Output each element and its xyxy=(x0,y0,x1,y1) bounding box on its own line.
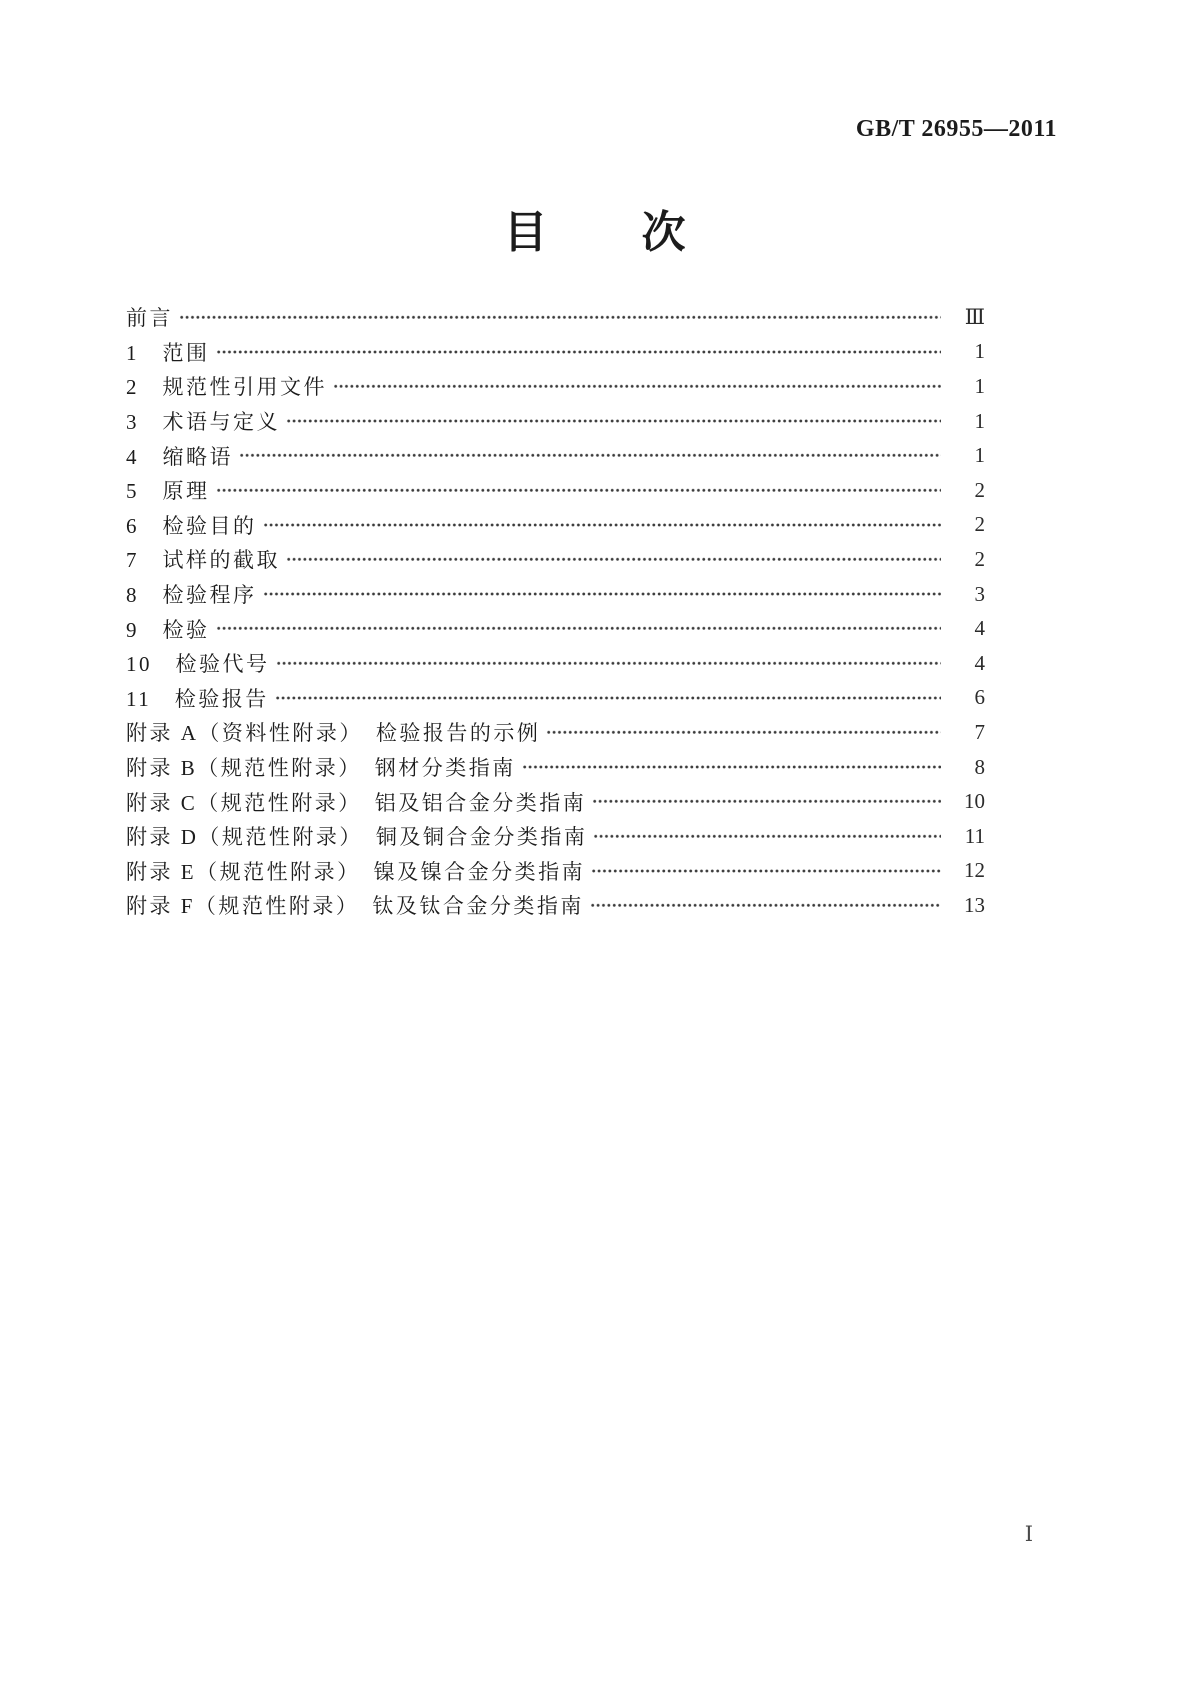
page-title: 目 次 xyxy=(503,208,688,257)
toc-entry-label: 4 缩略语 xyxy=(126,444,233,469)
toc-entry xyxy=(126,335,985,370)
toc-entry-label: 附录 E（规范性附录） 镍及镍合金分类指南 xyxy=(126,859,586,884)
standard-code: GB/T 26955—2011 xyxy=(855,116,1057,142)
dot-leader xyxy=(239,438,941,473)
dot-leader xyxy=(263,577,942,612)
toc-entry-page: 1 xyxy=(974,339,985,364)
toc-entry-label: 附录 C（规范性附录） 铝及铝合金分类指南 xyxy=(126,790,587,815)
dot-leader xyxy=(333,369,941,404)
page-number: Ⅰ xyxy=(1024,1522,1033,1546)
toc-entry-page: 8 xyxy=(974,754,985,779)
toc-entry xyxy=(126,404,985,439)
toc-entry-label: 7 试样的截取 xyxy=(126,548,280,573)
toc-entry xyxy=(126,473,985,508)
toc-entry xyxy=(126,508,985,543)
toc-entry-page: 3 xyxy=(974,581,985,606)
dot-leader xyxy=(276,646,942,681)
toc-entry xyxy=(126,681,985,716)
toc-entry-page: 13 xyxy=(964,892,985,917)
toc-entry xyxy=(126,715,985,750)
toc-entry-label: 2 规范性引用文件 xyxy=(126,375,327,400)
toc-entry-label: 6 检验目的 xyxy=(126,513,257,538)
toc-entry xyxy=(126,646,985,681)
toc-entry xyxy=(126,542,985,577)
toc-entry-label: 附录 B（规范性附录） 钢材分类指南 xyxy=(126,756,516,781)
toc-entry-page: 4 xyxy=(974,616,985,641)
dot-leader xyxy=(591,854,941,889)
toc-entry xyxy=(126,577,985,612)
toc-entry-page: 11 xyxy=(964,823,985,848)
dot-leader xyxy=(263,508,942,543)
toc-entry-label: 8 检验程序 xyxy=(126,583,257,608)
toc-entry-page: 4 xyxy=(974,650,985,675)
toc-entry-label: 10 检验代号 xyxy=(126,652,270,677)
dot-leader xyxy=(522,750,941,785)
toc-entry-page: 2 xyxy=(974,512,985,537)
toc-entry xyxy=(126,854,985,889)
dot-leader xyxy=(179,300,941,335)
toc-entry xyxy=(126,300,985,335)
toc-entry-label: 5 原理 xyxy=(126,479,210,504)
dot-leader xyxy=(546,715,941,750)
toc-entry-label: 1 范围 xyxy=(126,340,210,365)
dot-leader xyxy=(216,335,942,370)
toc-entry-page: 7 xyxy=(974,719,985,744)
toc-entry-page: 1 xyxy=(974,443,985,468)
toc-entry-page: 2 xyxy=(974,546,985,571)
dot-leader xyxy=(593,819,941,854)
toc-entry-label: 附录 F（规范性附录） 钛及钛合金分类指南 xyxy=(126,894,584,919)
dot-leader xyxy=(216,611,942,646)
toc-entry-page: 2 xyxy=(974,477,985,502)
toc-entry-label: 前言 xyxy=(126,306,173,331)
toc-entry-label: 3 术语与定义 xyxy=(126,410,280,435)
toc-entry-page: Ⅲ xyxy=(964,304,985,329)
dot-leader xyxy=(286,542,941,577)
toc-entry-page: 1 xyxy=(974,408,985,433)
toc-entry xyxy=(126,369,985,404)
dot-leader xyxy=(592,784,941,819)
toc-entry-page: 10 xyxy=(964,789,985,814)
toc-entry-page: 12 xyxy=(964,858,985,883)
toc-entry-label: 附录 D（规范性附录） 铜及铜合金分类指南 xyxy=(126,825,588,850)
dot-leader xyxy=(590,888,941,923)
dot-leader xyxy=(216,473,942,508)
toc-entry-label: 9 检验 xyxy=(126,617,210,642)
toc-entry-label: 11 检验报告 xyxy=(126,686,269,711)
toc-entry xyxy=(126,611,985,646)
toc-entry-page: 6 xyxy=(974,685,985,710)
toc-entry xyxy=(126,438,985,473)
toc-entry-page: 1 xyxy=(974,373,985,398)
toc-entry-label: 附录 A（资料性附录） 检验报告的示例 xyxy=(126,721,541,746)
dot-leader xyxy=(286,404,941,439)
dot-leader xyxy=(275,681,941,716)
toc-entry xyxy=(126,888,985,923)
table-of-contents xyxy=(126,300,985,923)
toc-entry xyxy=(126,750,985,785)
toc-entry xyxy=(126,784,985,819)
toc-entry xyxy=(126,819,985,854)
